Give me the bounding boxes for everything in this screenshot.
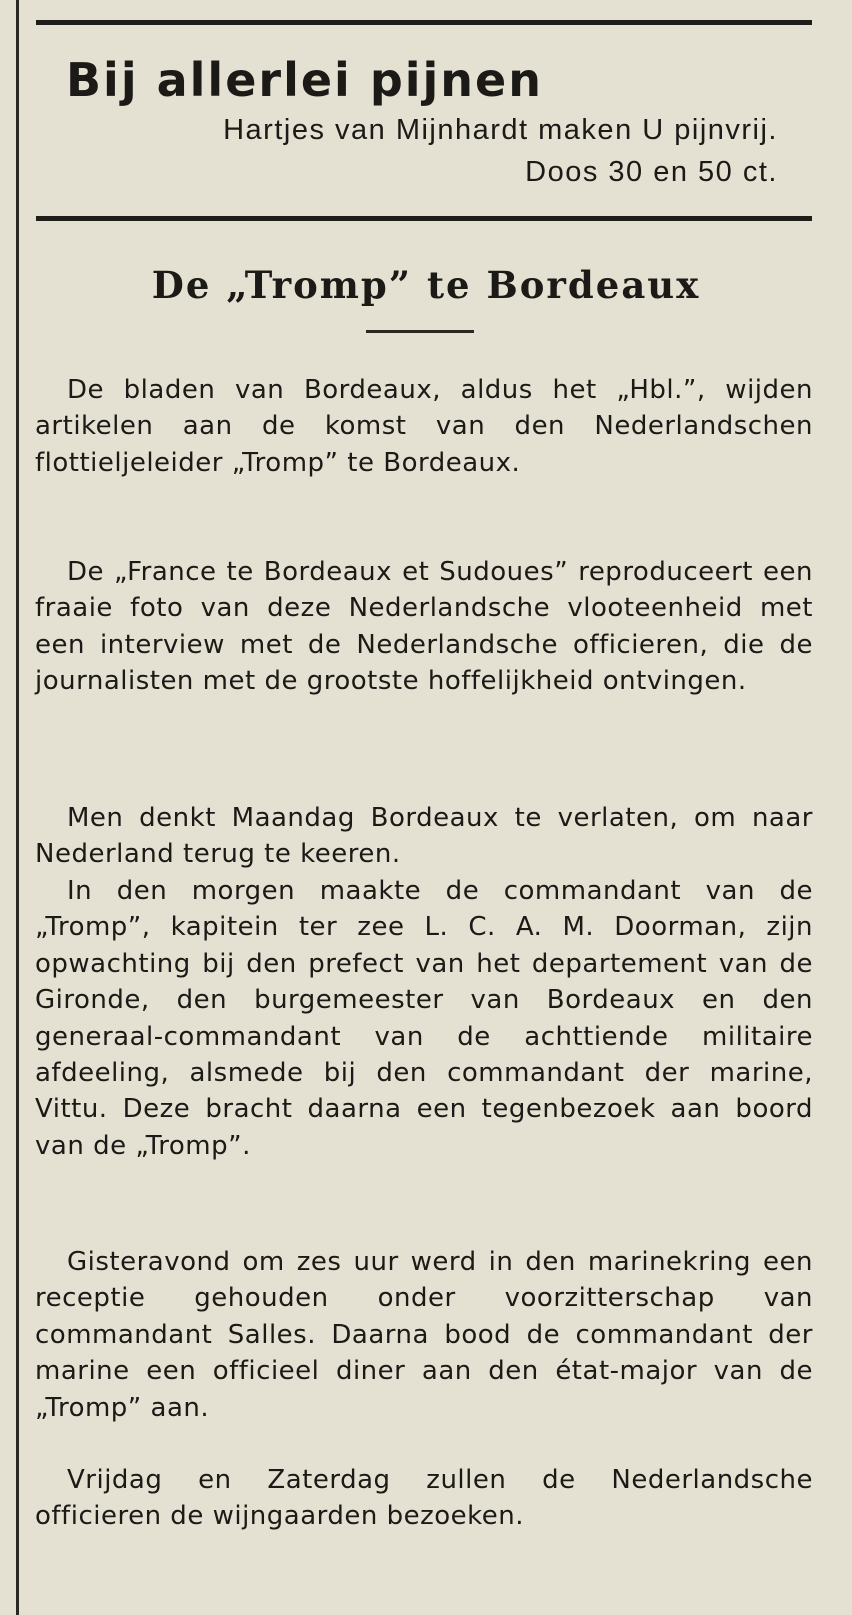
article-paragraph-2: De „France te Bordeaux et Sudoues” reproduceert een fraaie foto van deze Nederlandsche vlooteenheid met een interview met de Nederlandsche officieren, die de journalisten met de grootste hoffelijkheid ontvingen.: [35, 557, 813, 697]
title-underline: [366, 330, 474, 333]
article-paragraph-4: In den morgen maakte de commandant van de „Tromp”, kapitein ter zee L. C. A. M. Doorman, zijn opwachting bij den prefect van het departement van de Gironde, den burgemeester van Bordeaux en den generaal-commandant van de achttiende militaire afdeeling, alsmede bij den commandant der marine, Vittu. Deze bracht daarna een tegenbezoek aan boord van de „Tromp”.: [35, 876, 813, 1161]
ad-text-line-2: Doos 30 en 50 ct.: [525, 156, 778, 188]
rule-separator: [36, 216, 812, 221]
article-paragraph-5: Gisteravond om zes uur werd in den marinekring een receptie gehouden onder voorzitterschap van commandant Salles. Daarna bood de commandant der marine een officieel diner aan den état-major van de „Tromp” aan.: [35, 1247, 813, 1423]
column-rule-left: [16, 0, 19, 1615]
article-paragraph-6: Vrijdag en Zaterdag zullen de Nederlandsche officieren de wijngaarden bezoeken.: [35, 1465, 813, 1532]
article-title: De „Tromp” te Bordeaux: [151, 263, 701, 307]
ad-headline: Bij allerlei pijnen: [66, 53, 543, 107]
article-paragraph-3: Men denkt Maandag Bordeaux te verlaten, om naar Nederland terug te keeren.: [35, 803, 813, 870]
ad-text-line-1: Hartjes van Mijnhardt maken U pijnvrij.: [223, 114, 778, 146]
article-paragraph-1: De bladen van Bordeaux, aldus het „Hbl.”, wijden artikelen aan de komst van den Nederlandschen flottieljeleider „Tromp” te Bordeaux.: [35, 375, 813, 478]
rule-top: [36, 20, 812, 25]
